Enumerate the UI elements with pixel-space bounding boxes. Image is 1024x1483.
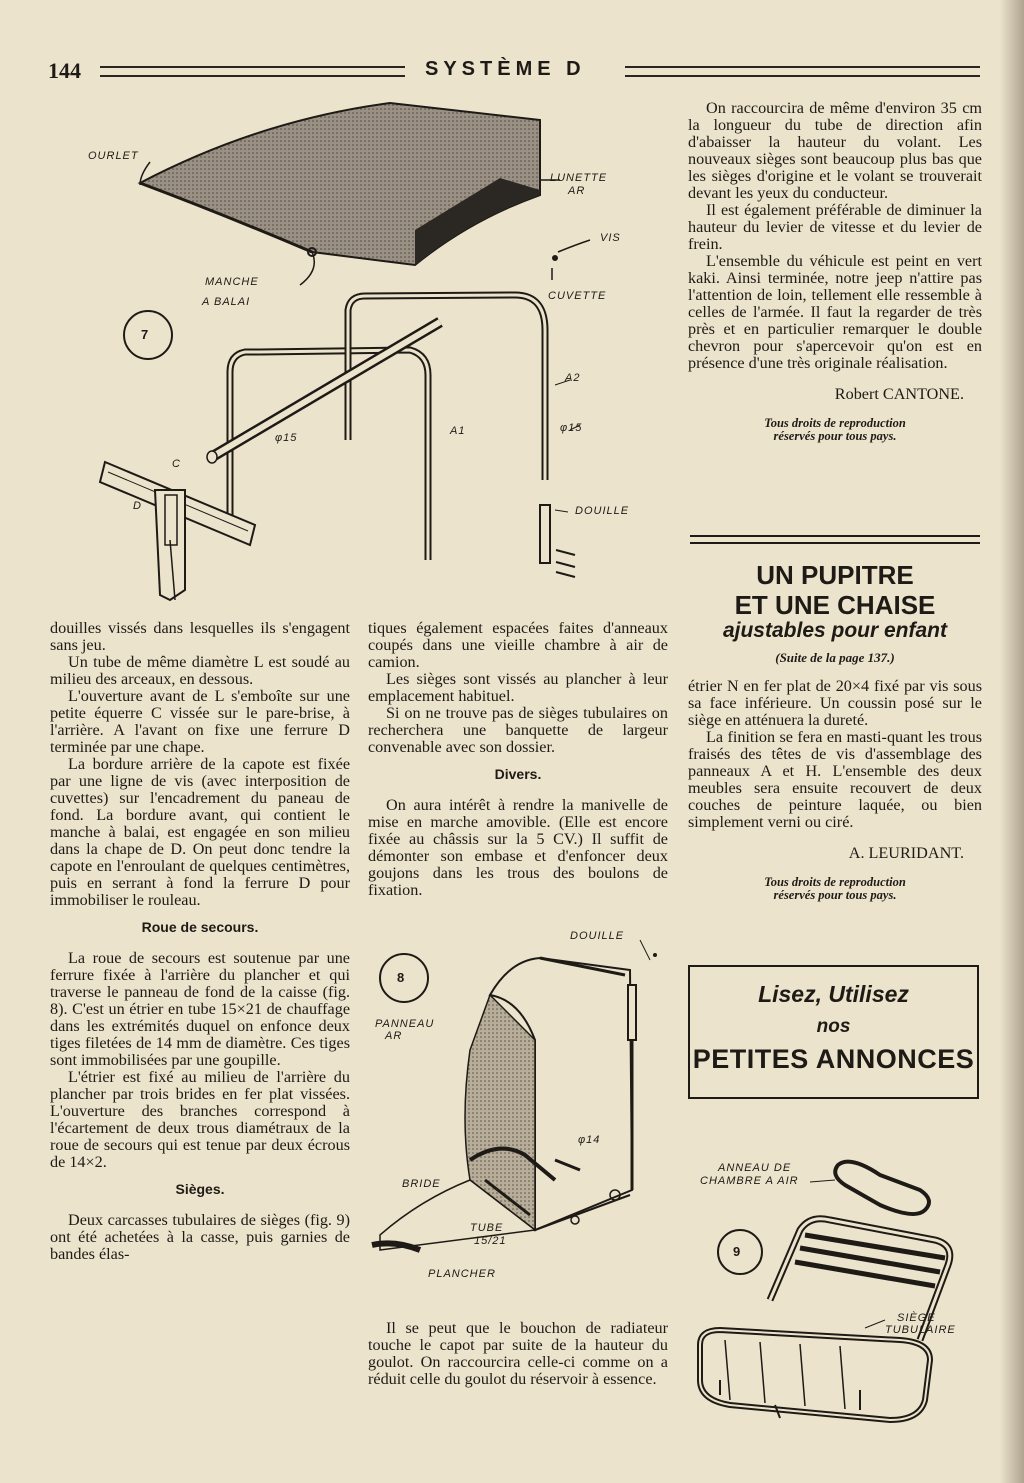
fig7-label-vis: VIS xyxy=(600,232,621,244)
rights-line: réservés pour tous pays. xyxy=(773,429,897,443)
heading-sieges: Sièges. xyxy=(175,1181,225,1197)
fig7-label-a1: A1 xyxy=(450,425,466,437)
signature-leuridant: A. LEURIDANT. xyxy=(848,844,964,862)
fig8-label-panneau: PANNEAU xyxy=(375,1018,435,1030)
paragraph: Deux carcasses tubulaires de sièges (fig. 9) ont été achetées à la casse, puis garnies de bandes élas- xyxy=(50,1211,350,1263)
fig8-label-plancher: PLANCHER xyxy=(428,1268,496,1280)
fig7-number: 7 xyxy=(141,327,150,342)
paragraph: Un tube de même diamètre L est soudé au milieu des arceaux, en dessous. xyxy=(50,653,350,688)
fig7-label-phi15a: φ15 xyxy=(275,432,298,444)
paragraph: Il se peut que le bouchon de radiateur touche le capot par suite de la hauteur du goulot. On raccourcira celle-ci comme on a réduit celle du goulot du réservoir à essence. xyxy=(368,1319,668,1388)
fig7-label-phi15b: φ15 xyxy=(560,422,583,434)
ad-line2: nos xyxy=(816,1016,851,1037)
paragraph: douilles vissés dans lesquelles ils s'engagent sans jeu. xyxy=(50,619,350,654)
heading-divers: Divers. xyxy=(494,766,542,782)
article-subtitle: ajustables pour enfant xyxy=(722,619,948,642)
fig8-label-phi14: φ14 xyxy=(578,1134,601,1146)
fig9-label-anneau: ANNEAU DE xyxy=(718,1162,792,1174)
fig7-label-cuvette: CUVETTE xyxy=(548,290,607,302)
rights-line: réservés pour tous pays. xyxy=(773,888,897,902)
fig7-label-manche: MANCHE xyxy=(205,276,259,288)
journal-title: SYSTÈME D xyxy=(425,58,586,80)
paragraph: La bordure arrière de la capote est fixée par une ligne de vis (avec interposition de cuvettes) sur l'encadrement du paneau de fond. La bordure avant, qui contient le manche à balai, est engagée en son milieu dans la chape de D. On peut donc tendre la capote en l'enroulant de quelques centimètres, puis en serrant à fond la ferrure D pour immobiliser le rouleau. xyxy=(50,755,350,909)
article-continued-note: (Suite de la page 137.) xyxy=(775,650,895,665)
fig8-number: 8 xyxy=(397,970,406,985)
fig8-label-bride: BRIDE xyxy=(402,1178,441,1190)
fig7-label-d: D xyxy=(133,500,142,512)
page-number: 144 xyxy=(48,58,81,83)
fig8-label-tube: TUBE xyxy=(470,1222,504,1234)
heading-roue-de-secours: Roue de secours. xyxy=(141,919,259,935)
fig8-label-tube-size: 15/21 xyxy=(474,1235,507,1247)
paragraph: On raccourcira de même d'environ 35 cm la longueur du tube de direction afin d'abaisser la hauteur du volant. Les nouveaux sièges sont beaucoup plus bas que les sièges d'origine et le volant se trouverait devant les yeux du conducteur. xyxy=(688,99,982,202)
ad-line1: Lisez, Utilisez xyxy=(758,981,909,1007)
fig7-label-ourlet: OURLET xyxy=(88,150,139,162)
fig9-label-chambre: CHAMBRE A AIR xyxy=(700,1175,799,1187)
fig7-label-douille: DOUILLE xyxy=(575,505,630,517)
paragraph: La roue de secours est soutenue par une ferrure fixée à l'arrière du plancher et qui traverse le panneau de fond de la caisse (fig. 8). C'est un étrier en tube 15×21 de chauffage dans les extrémités duquel on enfonce deux tiges filetées de 14 mm de diamètre. Ces tiges sont immobilisées par une goupille. xyxy=(50,949,350,1069)
paragraph: L'ensemble du véhicule est peint en vert kaki. Ainsi terminée, notre jeep n'attire pas l'attention de loin, tellement elle ressemble à celles de l'armée. Il faut la regarder de très près et en particulier remarquer le double chevron pour s'apercevoir qu'on est en présence d'une très originale réalisation. xyxy=(688,252,982,372)
fig7-label-a2: A2 xyxy=(565,372,581,384)
fig7-label-ar: AR xyxy=(568,185,586,197)
paragraph: Les sièges sont vissés au plancher à leur emplacement habituel. xyxy=(368,670,668,705)
fig9-number: 9 xyxy=(733,1244,742,1259)
fig8-label-douille: DOUILLE xyxy=(570,930,625,942)
article-title-line1: UN PUPITRE xyxy=(756,560,914,590)
article-title-line2: ET UNE CHAISE xyxy=(734,590,936,620)
paragraph: Il est également préférable de diminuer la hauteur du levier de vitesse et du levier de frein. xyxy=(688,201,982,253)
ad-line3: PETITES ANNONCES xyxy=(692,1044,975,1074)
signature-cantone: Robert CANTONE. xyxy=(834,385,964,403)
paragraph: On aura intérêt à rendre la manivelle de mise en marche amovible. (Elle est encore fixée au châssis sur la 5 CV.) Il suffit de démonter son embase et d'enfoncer deux goujons dans les trous des boulons de fixation. xyxy=(368,796,668,899)
paragraph: L'étrier est fixé au milieu de l'arrière du plancher par trois brides en fer plat vissées. L'ouverture des branches correspond à l'écartement de deux trous diamétraux de la roue de secours qui est tenue par deux écrous de 14×2. xyxy=(50,1068,350,1171)
fig9-label-tubulaire: TUBULAIRE xyxy=(885,1324,956,1336)
fig7-label-lunette: LUNETTE xyxy=(550,172,608,184)
rights-line: Tous droits de reproduction xyxy=(764,416,906,430)
paragraph: La finition se fera en masti-quant les trous fraisés des têtes de vis d'assemblage des panneaux A et H. L'ensemble des deux meubles sera ensuite recouvert de deux couches de peinture laquée, ou bien simplement verni ou ciré. xyxy=(688,728,982,831)
fig7-label-a-balai: A BALAI xyxy=(202,296,251,308)
paragraph: étrier N en fer plat de 20×4 fixé par vis sous sa face inférieure. Un coussin posé sur le siège en atténuera la dureté. xyxy=(688,677,982,729)
fig8-label-ar: AR xyxy=(385,1030,403,1042)
paragraph: L'ouverture avant de L s'emboîte sur une petite équerre C vissée sur le pare-brise, à l'arrière. A l'avant on fixe une ferrure D terminée par une chape. xyxy=(50,687,350,756)
rights-line: Tous droits de reproduction xyxy=(764,875,906,889)
paragraph: tiques également espacées faites d'anneaux coupés dans une vieille chambre à air de camion. xyxy=(368,619,668,671)
fig7-label-c: C xyxy=(172,458,181,470)
paragraph: Si on ne trouve pas de sièges tubulaires on recherchera une banquette de largeur convenable avec son dossier. xyxy=(368,704,668,756)
page-edge-shadow xyxy=(1000,0,1024,1483)
fig9-label-siege: SIÈGE xyxy=(897,1312,936,1324)
